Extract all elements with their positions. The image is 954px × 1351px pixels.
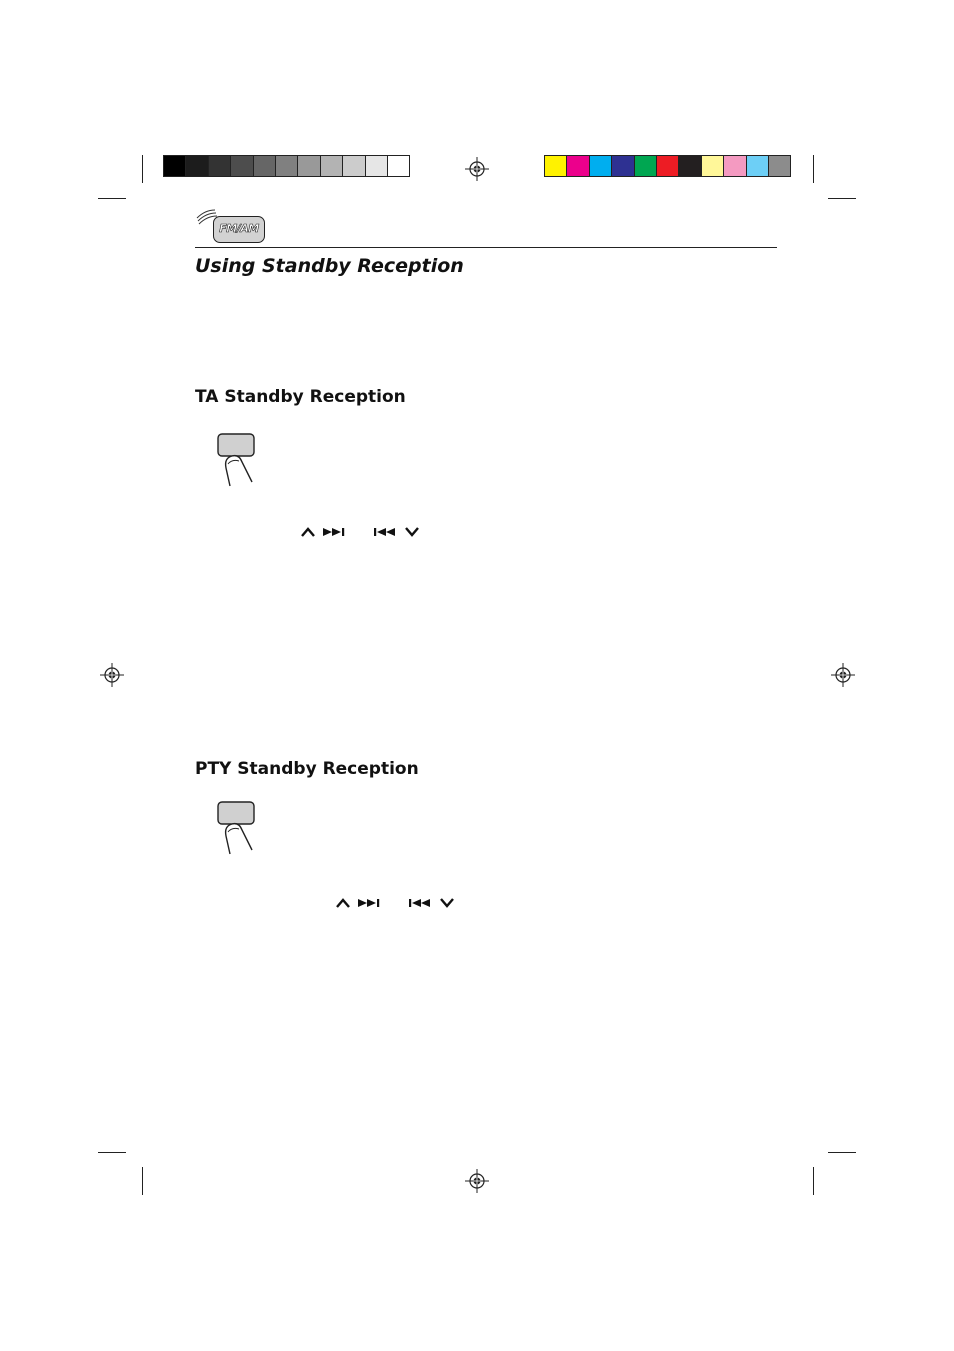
fm-am-label: FM/AM — [219, 222, 259, 235]
skip-previous-icon — [407, 897, 433, 909]
crop-mark-top-left-h — [98, 198, 126, 199]
chevron-up-icon — [335, 897, 351, 909]
section-heading-ta: TA Standby Reception — [195, 387, 406, 407]
crop-mark-top-right-h — [828, 198, 856, 199]
registration-mark-icon — [831, 663, 855, 687]
process-color-swatch — [545, 156, 567, 176]
process-color-swatch — [657, 156, 679, 176]
crop-mark-top-left-v — [142, 155, 143, 183]
chevron-up-icon — [300, 526, 316, 538]
grayscale-color-bar — [163, 155, 410, 177]
process-color-bar — [544, 155, 791, 177]
process-color-swatch — [702, 156, 724, 176]
crop-mark-bottom-left-v — [142, 1167, 143, 1195]
crop-mark-bottom-left-h — [98, 1152, 126, 1153]
registration-mark-icon — [465, 157, 489, 181]
crop-mark-bottom-right-v — [813, 1167, 814, 1195]
crop-mark-bottom-right-h — [828, 1152, 856, 1153]
grayscale-swatch — [254, 156, 276, 176]
crop-mark-top-right-v — [813, 155, 814, 183]
grayscale-swatch — [388, 156, 409, 176]
ta-control-buttons — [300, 524, 420, 540]
page-title: Using Standby Reception — [195, 255, 464, 277]
grayscale-swatch — [343, 156, 365, 176]
process-color-swatch — [567, 156, 589, 176]
grayscale-swatch — [366, 156, 388, 176]
pty-control-buttons — [335, 895, 455, 911]
process-color-swatch — [679, 156, 701, 176]
grayscale-swatch — [298, 156, 320, 176]
skip-previous-icon — [372, 526, 398, 538]
grayscale-swatch — [186, 156, 208, 176]
grayscale-swatch — [231, 156, 253, 176]
process-color-swatch — [724, 156, 746, 176]
process-color-swatch — [635, 156, 657, 176]
grayscale-swatch — [321, 156, 343, 176]
header-rule — [195, 247, 777, 248]
skip-next-icon — [322, 526, 348, 538]
process-color-swatch — [590, 156, 612, 176]
process-color-swatch — [747, 156, 769, 176]
process-color-swatch — [769, 156, 790, 176]
registration-mark-icon — [100, 663, 124, 687]
finger-press-icon — [212, 800, 272, 860]
process-color-swatch — [612, 156, 634, 176]
skip-next-icon — [357, 897, 383, 909]
registration-mark-icon — [465, 1169, 489, 1193]
grayscale-swatch — [276, 156, 298, 176]
chevron-down-icon — [439, 897, 455, 909]
section-heading-pty: PTY Standby Reception — [195, 759, 419, 779]
chevron-down-icon — [404, 526, 420, 538]
finger-press-icon — [212, 432, 272, 492]
grayscale-swatch — [209, 156, 231, 176]
fm-am-button — [213, 216, 265, 243]
fm-am-button-icon — [195, 208, 269, 248]
grayscale-swatch — [164, 156, 186, 176]
